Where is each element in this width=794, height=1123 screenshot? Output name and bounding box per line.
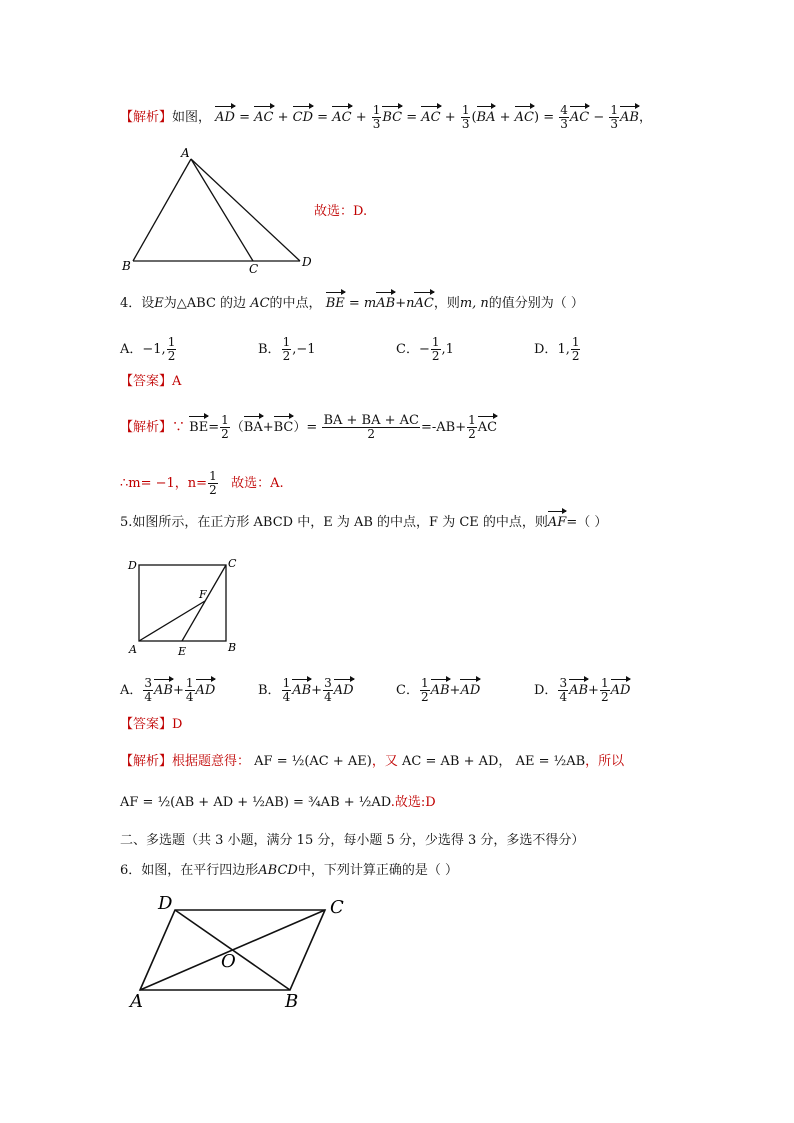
vec-BC: BC bbox=[382, 108, 402, 128]
q5-option-d[interactable]: D． $\frac{3}{4}$ AB+ $\frac{1}{2}$ AD bbox=[534, 676, 631, 704]
q4-answer: 【答案】A bbox=[120, 374, 182, 389]
q5-option-a[interactable]: A． $\frac{3}{4}$ AB+ $\frac{1}{4}$ AD bbox=[120, 676, 216, 704]
q6-stem: 6．如图，在平行四边形ABCD中，下列计算正确的是（ ） bbox=[120, 863, 458, 878]
svg-text:D: D bbox=[128, 559, 137, 572]
svg-text:C: C bbox=[228, 557, 237, 570]
q5-option-b[interactable]: B． $\frac{1}{4}$ AB+ $\frac{3}{4}$ AD bbox=[258, 676, 354, 704]
q5-answer: 【答案】D bbox=[120, 717, 183, 732]
vec-BA: BA bbox=[477, 108, 496, 128]
section-heading: 二、多选题（共 3 小题，满分 15 分，每小题 5 分，少选得 3 分，多选不得分） bbox=[120, 833, 585, 848]
q6-parallelogram-figure bbox=[125, 890, 360, 1015]
svg-text:E: E bbox=[178, 645, 187, 658]
q3-triangle-figure bbox=[115, 145, 325, 280]
q4-analysis: 【解析】∵ BE= $\frac{1}{2}$ （BA+BC）= $\frac{BA + BA + AC}{2}$ =-AB+ $\frac{1}{2}$ AC bbox=[120, 413, 498, 441]
svg-text:B: B bbox=[285, 991, 299, 1012]
q3-lead: 如图， bbox=[172, 110, 212, 125]
vec-BE: BE bbox=[326, 294, 345, 314]
svg-text:A: A bbox=[130, 991, 143, 1012]
fraction: $\frac{1}{3}$ bbox=[610, 103, 619, 131]
svg-text:C: C bbox=[330, 897, 344, 918]
q4-conclusion: ∴m= −1，n= $\frac{1}{2}$ 故选：A. bbox=[120, 469, 284, 497]
fraction: $\frac{1}{3}$ bbox=[461, 103, 470, 131]
svg-text:B: B bbox=[228, 641, 237, 654]
vec-CD: CD bbox=[293, 108, 313, 128]
vec-AC: AC bbox=[254, 108, 273, 128]
vec-AC: AC bbox=[332, 108, 351, 128]
vertex-D: D bbox=[302, 255, 312, 269]
q5-option-c[interactable]: C． $\frac{1}{2}$ AB+AD bbox=[396, 676, 481, 704]
vec-AB: AB bbox=[376, 294, 395, 314]
vec-AC: AC bbox=[421, 108, 440, 128]
svg-text:O: O bbox=[221, 951, 236, 972]
q4-option-a[interactable]: A．−1, $\frac{1}{2}$ bbox=[120, 335, 176, 363]
vertex-B: B bbox=[122, 259, 131, 273]
fraction: $\frac{1}{3}$ bbox=[372, 103, 381, 131]
vertex-A: A bbox=[181, 146, 190, 160]
q4-option-b[interactable]: B． $\frac{1}{2}$ ,−1 bbox=[258, 335, 316, 363]
vec-AB: AB bbox=[620, 108, 639, 128]
vec-AD: AD bbox=[215, 108, 235, 128]
q3-choice: 故选：D. bbox=[314, 204, 368, 219]
svg-text:F: F bbox=[199, 588, 207, 601]
fraction: $\frac{4}{3}$ bbox=[560, 103, 568, 131]
q5-analysis-line1: 【解析】根据题意得： AF = ½(AC + AE)，又 AC = AB + AD， AE = ½AB，所以 bbox=[120, 754, 625, 769]
vec-AC: AC bbox=[414, 294, 433, 314]
q5-stem: 5.如图所示，在正方形 ABCD 中，E 为 AB 的中点，F 为 CE 的中点，则AF=（ ） bbox=[120, 513, 607, 533]
q3-analysis-line: 【解析】如图， AD = AC + CD = AC + $\frac{1}{3}$ BC = AC + $\frac{1}{3}$ (BA + AC) = $\frac{4}{3}$ AC − $\frac{1}{3}$ AB， bbox=[120, 103, 652, 131]
svg-text:A: A bbox=[129, 643, 137, 656]
q4-option-c[interactable]: C．− $\frac{1}{2}$ ,1 bbox=[396, 335, 454, 363]
vertex-C: C bbox=[249, 262, 259, 276]
q4-option-d[interactable]: D．1, $\frac{1}{2}$ bbox=[534, 335, 580, 363]
q5-square-figure bbox=[125, 555, 245, 660]
analysis-tag: 【解析】 bbox=[120, 110, 173, 125]
vec-AC: AC bbox=[570, 108, 589, 128]
svg-text:D: D bbox=[158, 893, 173, 914]
q4-stem: 4．设E为△ABC 的边 AC的中点， BE = mAB+nAC，则m, n的值分别为（ ） bbox=[120, 294, 584, 314]
vec-AC: AC bbox=[515, 108, 534, 128]
q5-analysis-line2: AF = ½(AB + AD + ½AB) = ¾AB + ½AD.故选:D bbox=[120, 795, 436, 810]
big-fraction: $\frac{BA + BA + AC}{2}$ bbox=[323, 413, 419, 441]
